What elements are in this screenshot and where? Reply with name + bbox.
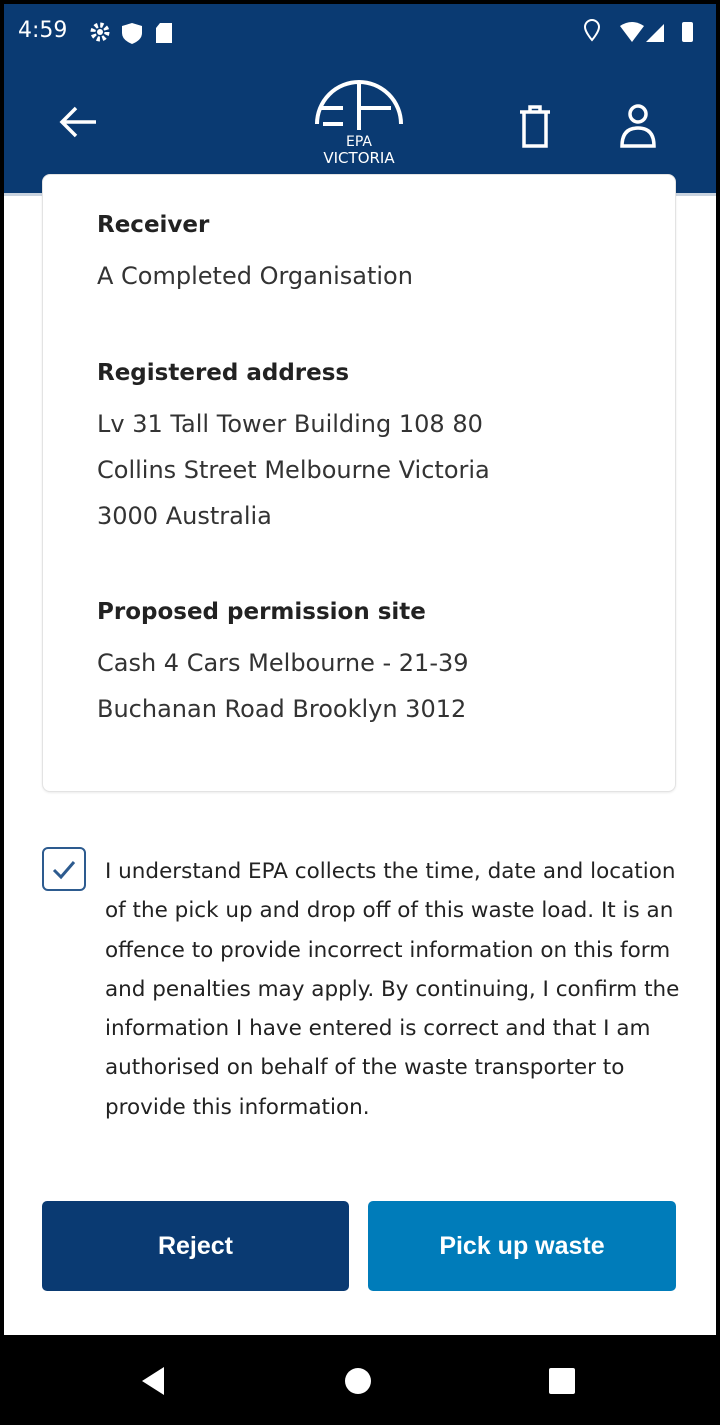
consent-checkbox[interactable]: [42, 847, 86, 891]
logo-text-victoria: VICTORIA: [323, 149, 395, 167]
screen: [4, 4, 716, 1421]
pick-up-waste-button[interactable]: Pick up waste: [368, 1201, 676, 1291]
checkmark-icon: [44, 849, 84, 889]
trash-icon[interactable]: [516, 104, 554, 150]
android-nav-bar: [4, 1335, 716, 1421]
logo-text-epa: EPA: [346, 134, 372, 150]
reject-button[interactable]: Reject: [42, 1201, 349, 1291]
site-label: Proposed permission site: [97, 599, 426, 625]
receiver-value: A Completed Organisation: [97, 262, 413, 290]
nav-home-icon[interactable]: [344, 1367, 372, 1395]
status-notification-icons: [88, 20, 188, 46]
site-line: Cash 4 Cars Melbourne - 21-39: [97, 649, 469, 677]
address-line: Collins Street Melbourne Victoria: [97, 456, 490, 484]
epa-victoria-logo: [304, 80, 414, 180]
consent-text: I understand EPA collects the time, date and location of the pick up and drop off of this waste load. It is an offence to provide incorrect information on this form and penalties may apply. By continuing, I confirm the information I have entered is correct and that I am authorised on behalf of the waste transporter to provide this information.: [105, 859, 680, 1120]
nav-back-icon[interactable]: [140, 1365, 168, 1397]
address-line: 3000 Australia: [97, 502, 272, 530]
back-arrow-icon[interactable]: [56, 104, 100, 140]
address-label: Registered address: [97, 360, 350, 386]
site-line: Buchanan Road Brooklyn 3012: [97, 695, 467, 723]
nav-recents-icon[interactable]: [548, 1367, 576, 1395]
status-bar: [4, 4, 716, 60]
address-line: Lv 31 Tall Tower Building 108 80: [97, 410, 483, 438]
receiver-label: Receiver: [97, 212, 210, 238]
profile-icon[interactable]: [618, 102, 658, 150]
status-system-icons: [584, 18, 704, 46]
status-time: 4:59: [18, 18, 68, 43]
